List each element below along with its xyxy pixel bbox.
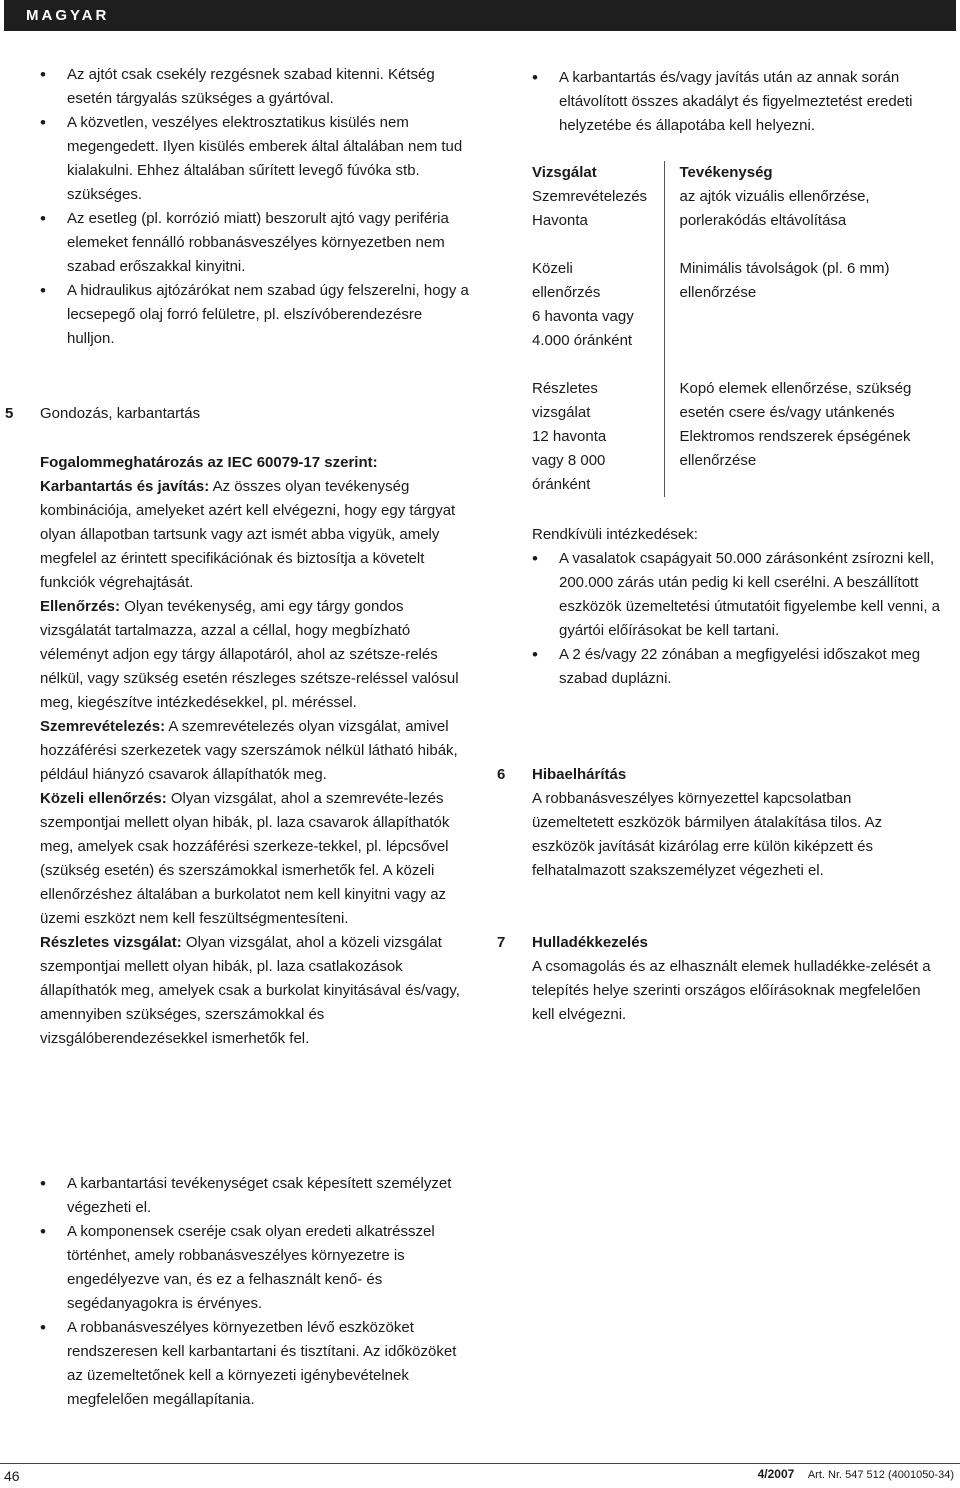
table-cell: óránként bbox=[532, 476, 591, 493]
list-item: • A robbanásveszélyes környezetben lévő eszközöket rendszeresen kell karbantartani és tisztítani. Az időközöket az üzemeltetőnek kell a környezeti igénybevételnek megfelelően megállapítania. bbox=[40, 1316, 470, 1412]
definition-inspection: Ellenőrzés: Olyan tevékenység, ami egy tárgy gondos vizsgálatát tartalmazza, azzal a céllal, hogy megbízható véleményt adjon egy tárgy állapotáról, ahol az szétsze-relés nélkül, vagy szükség esetén részleges szétsze-reléssel valósul meg, kiegészítve intézkedésekkel, pl. méréssel. bbox=[40, 598, 459, 711]
section-5-title: Gondozás, karbantartás bbox=[40, 405, 201, 422]
table-cell: ellenőrzés bbox=[532, 284, 601, 301]
footer-date: 4/2007 bbox=[757, 1467, 795, 1481]
list-item: • A közvetlen, veszélyes elektrosztatikus kisülés nem megengedett. Ilyen kisülés emberek által általában nem tud kialakulni. Ehhez általában sűrített levegő fúvóka stb. szükséges. bbox=[40, 111, 470, 207]
table-row bbox=[518, 257, 960, 353]
list-item: • A karbantartás és/vagy javítás után az annak során eltávolított összes akadályt és figyelmeztetést eredeti helyzetébe és állapotába kell helyezni. bbox=[532, 66, 952, 138]
section-6-text: A robbanásveszélyes környezettel kapcsolatban üzemeltetett eszközök bármilyen átalakítása tilos. Az eszközök javítását kizárólag erre külön kiképzett és felhatalmazott szakszemélyzet végezheti el. bbox=[532, 790, 883, 879]
definition-heading: Fogalommeghatározás az IEC 60079-17 szerint: bbox=[40, 454, 378, 471]
list-item: • A komponensek cseréje csak olyan eredeti alkatrésszel történhet, amely robbanásveszélyes környezetre is engedélyezve van, és ez a felhasznált kenő- és segédanyagokra is érvényes. bbox=[40, 1220, 470, 1316]
language-header-bar bbox=[4, 0, 956, 31]
table-cell: 6 havonta vagy bbox=[532, 308, 634, 325]
list-item: • A hidraulikus ajtózárókat nem szabad úgy felszerelni, hogy a lecsepegő olaj forró felületre, pl. elszívóberendezésre hulljon. bbox=[40, 279, 470, 351]
section-5-body bbox=[40, 451, 470, 1051]
section-7-text: A csomagolás és az elhasznált elemek hulladékke-zelését a telepítés helye szerinti országos előírásoknak megfelelően kell elvégezni. bbox=[532, 958, 931, 1023]
left-bottom-bullet-list bbox=[40, 1172, 470, 1412]
table-cell: ellenőrzése bbox=[679, 452, 757, 469]
left-top-bullet-list bbox=[40, 63, 470, 351]
definition-detailed-inspection: Részletes vizsgálat: Olyan vizsgálat, ahol a közeli vizsgálat szempontjai mellett olyan hibák, pl. laza csatlakozások állapíthatók meg, amelyek csak a burkolat kinyitásával és/vagy, amennyiben szükséges, szerszámokkal és vizsgálóberendezésekkel ismerhetők fel. bbox=[40, 934, 460, 1047]
table-cell: vagy 8 000 bbox=[532, 452, 606, 469]
list-item: • A karbantartási tevékenységet csak képesített személyzet végezheti el. bbox=[40, 1172, 470, 1220]
table-row bbox=[518, 185, 960, 233]
definition-maintenance: Karbantartás és javítás: Az összes olyan tevékenység kombinációja, amelyeket azért kell elvégezni, hogy egy tárgyat olyan állapotban tartsunk vagy azt ismét abba vigyük, amely megfelel az érintett specifikációnak és biztosítja a követelt funkciók végrehajtását. bbox=[40, 478, 456, 591]
section-7-number: 7 bbox=[497, 934, 506, 951]
table-header-row bbox=[518, 161, 960, 185]
footer-article: Art. Nr. 547 512 (4001050-34) bbox=[807, 1469, 954, 1481]
table-cell: 4.000 óránként bbox=[532, 332, 633, 349]
language-label: MAGYAR bbox=[26, 7, 110, 24]
list-item: • A 2 és/vagy 22 zónában a megfigyelési időszakot meg szabad duplázni. bbox=[532, 643, 952, 691]
footer-reference bbox=[758, 1466, 954, 1483]
table-cell: Elektromos rendszerek épségének bbox=[679, 428, 911, 445]
right-top-bullet-list bbox=[532, 66, 952, 138]
table-cell: Minimális távolságok (pl. 6 mm) bbox=[679, 260, 890, 277]
maintenance-table bbox=[518, 161, 960, 497]
section-6-number: 6 bbox=[497, 766, 506, 783]
section-6-body bbox=[532, 763, 932, 883]
table-cell: Kopó elemek ellenőrzése, szükség bbox=[679, 380, 912, 397]
table-cell: Részletes bbox=[532, 380, 598, 397]
table-cell: Közeli bbox=[532, 260, 573, 277]
table-cell: 12 havonta bbox=[532, 428, 607, 445]
footer-divider bbox=[0, 1463, 960, 1464]
table-cell: ellenőrzése bbox=[679, 284, 757, 301]
list-item: • Az esetleg (pl. korrózió miatt) beszorult ajtó vagy periféria elemeket fennálló robbanásveszélyes környezetben nem szabad erőszakkal kinyitni. bbox=[40, 207, 470, 279]
definition-visual-inspection: Szemrevételezés: A szemrevételezés olyan vizsgálat, amivel hozzáférési szerkezetek vagy szerszámok nélkül látható hibák, például hiányzó csavarok állapíthatók meg. bbox=[40, 718, 458, 783]
table-cell: vizsgálat bbox=[532, 404, 591, 421]
table-header-activity: Tevékenység bbox=[679, 164, 773, 181]
table-cell: Szemrevételezés bbox=[532, 188, 648, 205]
table-row bbox=[518, 377, 960, 497]
section-5-number: 5 bbox=[5, 405, 14, 422]
extraordinary-heading: Rendkívüli intézkedések: bbox=[532, 526, 698, 543]
table-cell: az ajtók vizuális ellenőrzése, bbox=[679, 188, 870, 205]
section-6-title: Hibaelhárítás bbox=[532, 766, 627, 783]
definition-close-inspection: Közeli ellenőrzés: Olyan vizsgálat, ahol a szemrevéte-lezés szempontjai mellett olyan hibák, pl. laza csavarok állapíthatók meg, amelyek csak hozzáférési szerkeze-tekkel, pl. lépcsővel (szükség esetén) és szerszámokkal ismerhetők fel. A közeli ellenőrzéshez általában a burkolatot nem kell kinyitni vagy az üzemi eszközt nem kell feszültségmentesíteni. bbox=[40, 790, 450, 927]
page-number: 46 bbox=[4, 1468, 20, 1484]
extraordinary-measures bbox=[532, 523, 952, 691]
table-cell: esetén csere és/vagy utánkenés bbox=[679, 404, 895, 421]
list-item: • A vasalatok csapágyait 50.000 zárásonként zsírozni kell, 200.000 zárás után pedig ki kell cserélni. A beszállított eszközök üzemeltetési útmutatóit figyelembe kell venni, a gyártói előírásokat be kell tartani. bbox=[532, 547, 952, 643]
list-item: • Az ajtót csak csekély rezgésnek szabad kitenni. Kétség esetén tárgyalás szükséges a gyártóval. bbox=[40, 63, 470, 111]
extraordinary-bullet-list bbox=[532, 547, 952, 691]
table-header-interval: Vizsgálat bbox=[532, 164, 597, 181]
section-7-body bbox=[532, 931, 932, 1027]
section-7-title: Hulladékkezelés bbox=[532, 934, 648, 951]
table-cell: porlerakódás eltávolítása bbox=[679, 212, 847, 229]
table-cell: Havonta bbox=[532, 212, 588, 229]
